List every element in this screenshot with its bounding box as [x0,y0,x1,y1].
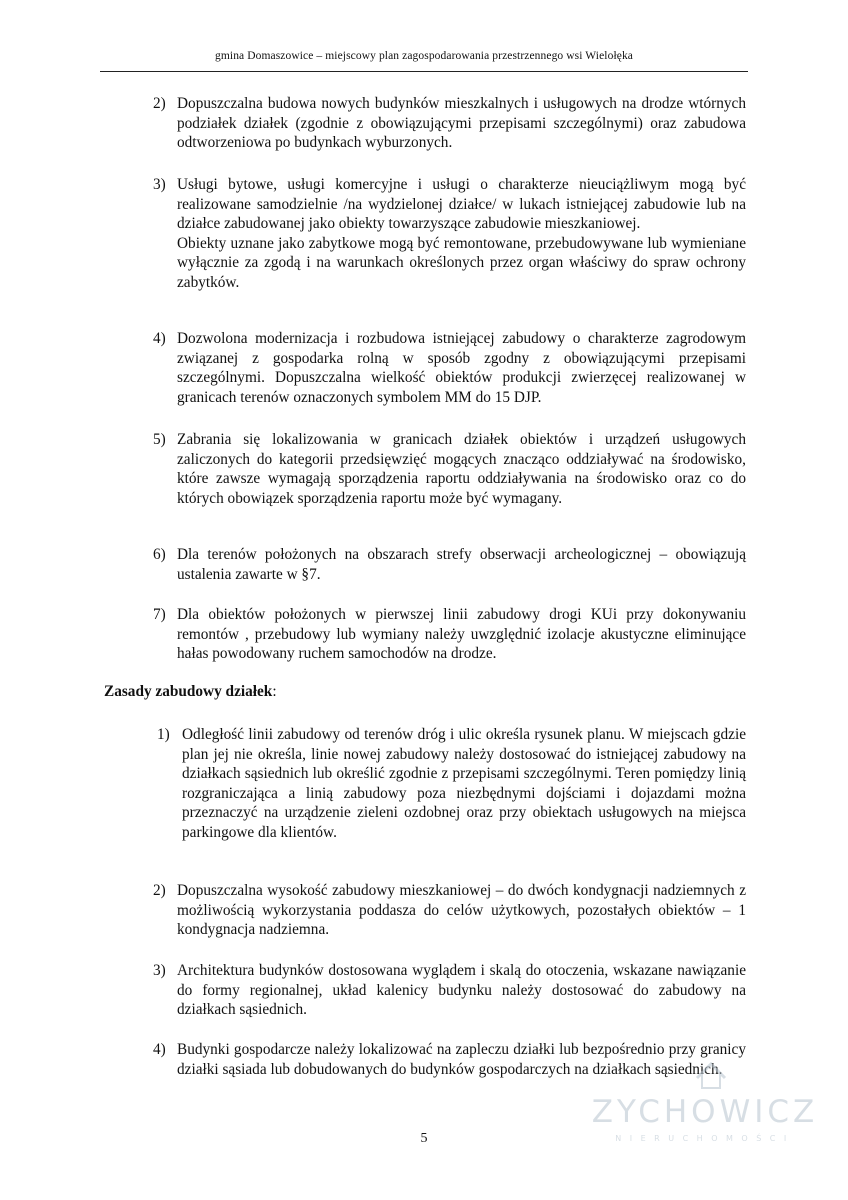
paragraph: Architektura budynków dostosowana wyglądem i skalą do otoczenia, wskazane nawiązanie do formy regionalnej, układ kalenicy budynku należy dostosować do zabudowy na działkach sąsiednich. [177,962,746,1018]
watermark-subtitle: NIERUCHOMOŚCI [615,1134,795,1143]
item-number: 1) [157,726,170,743]
paragraph: Dopuszczalna budowa nowych budynków mieszkalnych i usługowych na drodze wtórnych podziałek działek (zgodnie z obowiązującymi przepisami szczególnymi) oraz zabudowa odtworzeniowa po budynkach wyburzonych. [177,95,746,151]
list-item [153,881,746,940]
item-number: 3) [153,176,166,193]
item-text [177,175,746,292]
list-item [153,961,746,1020]
list-item [153,94,746,153]
item-number: 4) [153,1041,166,1058]
paragraph: Usługi bytowe, usługi komercyjne i usługi o charakterze nieuciążliwym mogą być realizowane samodzielnie /na wydzielonej działce/ w lukach istniejącej zabudowie lub na działce zabudowanej jako obiekty towarzyszące zabudowie mieszkaniowej. [177,176,746,232]
watermark-name: ZYCHOWICZ [591,1094,819,1130]
paragraph: Dla obiektów położonych w pierwszej linii zabudowy drogi KUi przy dokonywaniu remontów , przebudowy lub wymiany należy uwzględnić izolacje akustyczne eliminujące hałas powodowany ruchem samochodów na drodze. [177,606,746,662]
section-heading [104,682,277,702]
paragraph: Zabrania się lokalizowania w granicach działek obiektów i urządzeń usługowych zaliczonych do kategorii przedsięwzięć mogących znacząco oddziaływać na środowisko, które zawsze wymagają sporządzenia raportu oddziaływania na środowisko oraz co do których obowiązek sporządzenia raportu może być wymagany. [177,431,746,507]
item-text [177,430,746,508]
item-number: 7) [153,606,166,623]
item-text [177,961,746,1020]
page-number: 5 [420,1131,428,1146]
heading-colon: : [272,683,277,700]
list-item [153,175,746,292]
list-item [157,725,746,842]
list-item [153,605,746,664]
house-roof-icon [694,1058,728,1092]
item-text [177,545,746,584]
paragraph: Odległość linii zabudowy od terenów dróg i ulic określa rysunek planu. W miejscach gdzie plan jej nie określa, linie nowej zabudowy należy dostosować do istniejącej zabudowy na działkach sąsiednich lub określić zgodnie z przepisami szczególnymi. Teren pomiędzy linią rozgraniczająca a linią zabudowy poza niezbędnymi dojściami i dojazdami można przeznaczyć na urządzenie zieleni ozdobnej oraz przy obiektach usługowych na miejsca parkingowe dla klientów. [182,726,746,841]
paragraph: Dozwolona modernizacja i rozbudowa istniejącej zabudowy o charakterze zagrodowym związanej z gospodarka rolną w sposób zgodny z obowiązującymi przepisami szczególnymi. Dopuszczalna wielkość obiektów produkcji zwierzęcej realizowanej w granicach terenów oznaczonych symbolem MM do 15 DJP. [177,330,746,406]
item-number: 4) [153,330,166,347]
paragraph: Dla terenów położonych na obszarach strefy obserwacji archeologicznej – obowiązują ustalenia zawarte w §7. [177,546,746,583]
paragraph: Budynki gospodarcze należy lokalizować na zapleczu działki lub bezpośrednio przy granicy działki sąsiada lub dobudowanych do budynków gospodarczych na działkach sąsiednich. [177,1041,746,1078]
running-header: gmina Domaszowice – miejscowy plan zagospodarowania przestrzennego wsi Wielołęka [215,50,633,62]
watermark-logo [582,1058,828,1150]
item-text [182,725,746,842]
item-number: 6) [153,546,166,563]
paragraph: Obiekty uznane jako zabytkowe mogą być remontowane, przebudowywane lub wymieniane wyłącznie za zgodą i na warunkach określonych przez organ właściwy do spraw ochrony zabytków. [177,234,746,291]
list-item [153,545,746,584]
item-text [177,329,746,407]
item-number: 3) [153,962,166,979]
paragraph: Dopuszczalna wysokość zabudowy mieszkaniowej – do dwóch kondygnacji nadziemnych z możliwością wykorzystania poddasza do celów użytkowych, pozostałych obiektów – 1 kondygnacja nadziemna. [177,882,746,938]
list-item [153,430,746,508]
item-number: 2) [153,95,166,112]
item-text [177,94,746,153]
heading-text: Zasady zabudowy działek [104,683,273,700]
list-item [153,329,746,407]
item-number: 2) [153,882,166,899]
item-text [177,881,746,940]
header-rule [100,71,748,72]
item-number: 5) [153,431,166,448]
item-text [177,605,746,664]
